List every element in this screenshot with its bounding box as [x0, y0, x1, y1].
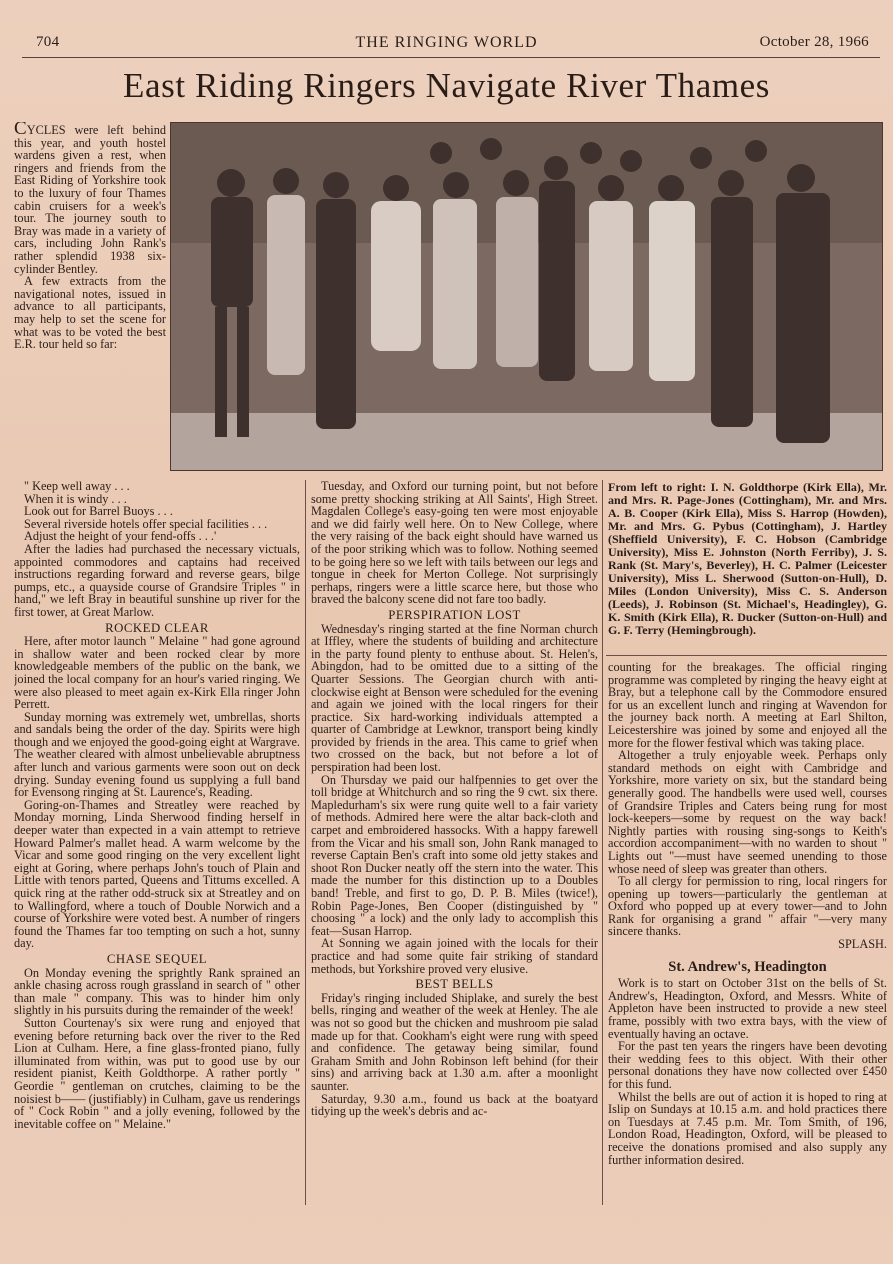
column-2: [311, 480, 598, 1202]
body-paragraph: Work is to start on October 31st on the bells of St. Andrew's, Headington, Oxford, and Messrs. White of Appleton have been instructed to provide a new steel frame, possibly with two extra bays, with the view of eventually having an octave.: [608, 976, 887, 1041]
quote-line: Adjust the height of your fend-offs . . .': [24, 529, 217, 544]
body-paragraph: Whilst the bells are out of action it is hoped to ring at Islip on Sundays at 10.15 a.m. and hold practices there on Tuesdays at 7.45 p.m. Mr. Tom Smith, of 196, London Road, Headington, Oxford, will be pleased to receive the donations promised and also supply any further information desired.: [608, 1089, 887, 1167]
drop-cap: C: [14, 122, 27, 139]
column-divider: [305, 480, 306, 1205]
quote-line: " Keep well away . . .: [24, 480, 130, 493]
body-paragraph: After the ladies had purchased the necessary victuals, appointed commodores and captains had received instructions regarding forward and reverse gears, bilge pumps, etc., a quayside course of Grandsire Triples " in hand," we left Bray in beautiful sunshine up river for the first tower, at Great Marlow.: [14, 541, 300, 619]
issue-date: October 28, 1966: [759, 34, 869, 50]
body-paragraph: Friday's ringing included Shiplake, and surely the best bells, ringing and weather of the week at Henley. The ale was not so good but the chicken and mushroom pie salad made up for that. Cookham's eight were rung with speed and confidence. The getaway being similar, found Graham Smith and John Robinson left behind (for their sins) and arriving back at 1.30 a.m. after a moonlight saunter.: [311, 990, 598, 1093]
group-photograph: [170, 122, 883, 471]
section-heading-rocked-clear: ROCKED CLEAR: [105, 620, 209, 635]
photo-caption: From left to right: I. N. Goldthorpe (Kirk Ella), Mr. and Mrs. R. Page-Jones (Cottingham), Mr. and Mrs. A. B. Cooper (Kirk Ella), Miss S. Harrop (Howden), Mr. and Mrs. G. Pybus (Cottingham), J. Hartley (Sheffield University), F. C. Hobson (Cambridge University), Miss E. Johnston (North Ferriby), J. S. Rank (St. Mary's, Beverley), H. C. Palmer (Leicester University), Miss L. Sherwood (Sutton-on-Hull), D. Miles (London University), Miss C. S. Anderson (Leeds), J. Robinson (St. Michael's, Headingley), G. K. Smith (Kirk Ella), R. Ducker (Sutton-on-Hull) and G. F. Terry (Hemingbrough).: [608, 480, 887, 637]
st-andrews-heading: St. Andrew's, Headington: [668, 958, 827, 975]
body-paragraph: To all clergy for permission to ring, local ringers for opening up towers—particularly the gentleman at Oxford who popped up at every tower—and to John Rank for organising a grand " affair "—very many sincere thanks.: [608, 874, 887, 939]
body-paragraph: Tuesday, and Oxford our turning point, but not before some pretty shocking striking at All Saints', High Street. Magdalen College's easy-going ten were most enjoyable and we did fairly well here. On to New College, where the very raising of the back eight should have warned us of the poor striking which was to follow. Nothing seemed to be going here so we left with tails between our legs and tongue in cheek for Merton College. Not surprisingly perhaps, ringers were a little scarce here, but those who braved the balcony scene did not fare too badly.: [311, 480, 598, 607]
quote-line: Several riverside hotels offer special facilities . . .: [24, 516, 268, 531]
body-paragraph: Here, after motor launch " Melaine " had gone aground in shallow water and been rocked clear by more knowledgeable members of the public on the bank, we joined the local company for an hour's varied ringing. We were also pleased to meet again ex-Kirk Ella ringer John Perrett.: [14, 634, 300, 712]
body-paragraph: On Thursday we paid our halfpennies to get over the toll bridge at Whitchurch and so ring the 9 cwt. six there. Mapledurham's six were rung quite well to a fair variety of methods. Admired here were the altar back-cloth and carpet and embroidered hassocks. With a happy farewell from the Vicar and his small son, John Rank managed to reverse Captain Ben's craft into some old jetty stakes and shoot Ron Ducker neatly off the stern into the water. This made the number for this distinction up to a Doubles band! Treble, and first to go, D. P. B. Miles (twice!), Robin Page-Jones, Ben Cooper (distinguished by " choosing " a lock) and the only lady to accomplish this feat—Susan Harrop.: [311, 772, 598, 938]
body-paragraph: Saturday, 9.30 a.m., found us back at the boatyard tidying up the week's debris and ac-: [311, 1091, 598, 1119]
body-paragraph: Wednesday's ringing started at the fine Norman church at Iffley, where the students of building and architecture in the party found plenty to enthuse about. St. Helen's, Abingdon, had to be omitted due to a sitting of the Quarter Sessions. The Georgian church with anti-clockwise eight at Benson were scheduled for the evening and again we joined with the local ringers for their practice. Six hard-working individuals attempted a quarter of Cambridge at Lewknor, transport being kindly provided by friends in the area. This came to grief when two crossed on the back, but not before a lot of perspiration had been lost.: [311, 621, 598, 775]
signoff: SPLASH.: [838, 937, 887, 952]
page-number: 704: [36, 34, 60, 50]
body-paragraph: On Monday evening the sprightly Rank sprained an ankle chasing across rough grassland in search of " other than male " company. This was to hinder him only slightly in his pursuits during the remainder of the week!: [14, 965, 300, 1018]
photo-figures: [171, 123, 882, 470]
body-paragraph: Altogether a truly enjoyable week. Perhaps only standard methods on eight with Cambridge and Yorkshire, more variety on six, but the standard being generally good. The handbells were used well, courses of Grandsire Triples and Caters being rung for most lock-keepers—some by request on the way back! Nightly parties with rousing sing-songs to Keith's accordion accompaniment—with no warden to shout " Lights out "—must have seemed unending to those whose need of sleep was greater than others.: [608, 748, 887, 876]
intro-paragraph: CYCLES were left behind this year, and youth hostel wardens given a rest, when ringers and friends from the East Riding of Yorkshire took to the luxury of four Thames cabin cruisers for a week's tour. The journey south to Bray was made in a variety of cars, including John Rank's rather splendid 1938 six-cylinder Bentley.: [14, 122, 166, 275]
section-heading-perspiration-lost: PERSPIRATION LOST: [388, 607, 521, 622]
quote-line: When it is windy . . .: [24, 491, 127, 506]
body-paragraph: Sutton Courtenay's six were rung and enjoyed that evening before returning back over the river to the Red Lion at Culham. Here, a fine glass-fronted piano, fully illuminated from within, was put to good use by our resident pianist, Keith Goldthorpe. A rather portly " Geordie " gentleman on crutches, claiming to be the noisiest b—— (justifiably) in Culham, gave us renderings of " Cock Robin " and a jolly evening, followed by the inevitable coffee on " Melaine.": [14, 1015, 300, 1131]
header-rule: [22, 57, 880, 58]
quote-line: Look out for Barrel Buoys . . .: [24, 504, 173, 519]
body-paragraph: Goring-on-Thames and Streatley were reached by Monday morning, Linda Sherwood finding herself in deeper water than expected in a vain attempt to retrieve Howard Palmer's mallet head. A warm welcome by the Vicar and some good ringing on the very excellent light eight at Goring, where perhaps John's touch of Plain and Little with tenors parted, Queens and Tittums excelled. A quick ring at the rather odd-struck six at Streatley and on to Wallingford, where a touch of Double Norwich and a course of Yorkshire were voted best. A number of ringers found the Thames far too tempting on such a hot, sunny day.: [14, 797, 300, 951]
column-divider: [602, 480, 603, 1205]
section-heading-chase-sequel: CHASE SEQUEL: [106, 951, 208, 966]
body-paragraph: For the past ten years the ringers have been devoting their wedding fees to this object. With their other personal donations they have now collected over £450 for this fund.: [608, 1039, 887, 1091]
body-paragraph: At Sonning we again joined with the locals for their practice and had some quite fair striking of standard methods, but Yorkshire proved very elusive.: [311, 936, 598, 976]
body-paragraph: counting for the breakages. The official ringing programme was completed by ringing the heavy eight at Bray, but a telephone call by the Commodore ensured for us an excellent lunch and ringing at Wavendon for the journey back north. A meeting at Earl Shilton, Leicestershire was joined by some and enjoyed all the more for the flower festival which was taking place.: [608, 661, 887, 750]
article-headline: East Riding Ringers Navigate River Thames: [122, 66, 771, 105]
body-paragraph: Sunday morning was extremely wet, umbrellas, shorts and sandals being the order of the day. Spirits were high though and we enjoyed the good-going eight at Wargrave. The weather cleared with almost unbelievable abruptness after lunch and various garments were soon out on deck drying. Sunday evening found us supplying a full band for Evensong ringing at St. Laurence's, Reading.: [14, 709, 300, 800]
intro-paragraph-2: A few extracts from the navigational notes, issued in advance to all participants, may help to set the scene for what was to be voted the best E.R. tour held so far:: [14, 274, 166, 352]
publication-title: THE RINGING WORLD: [355, 34, 538, 51]
section-heading-best-bells: BEST BELLS: [415, 977, 494, 992]
column-3: [608, 661, 887, 1213]
caption-rule: [606, 655, 887, 656]
intro-column: [14, 122, 166, 476]
column-1: [14, 480, 300, 1202]
